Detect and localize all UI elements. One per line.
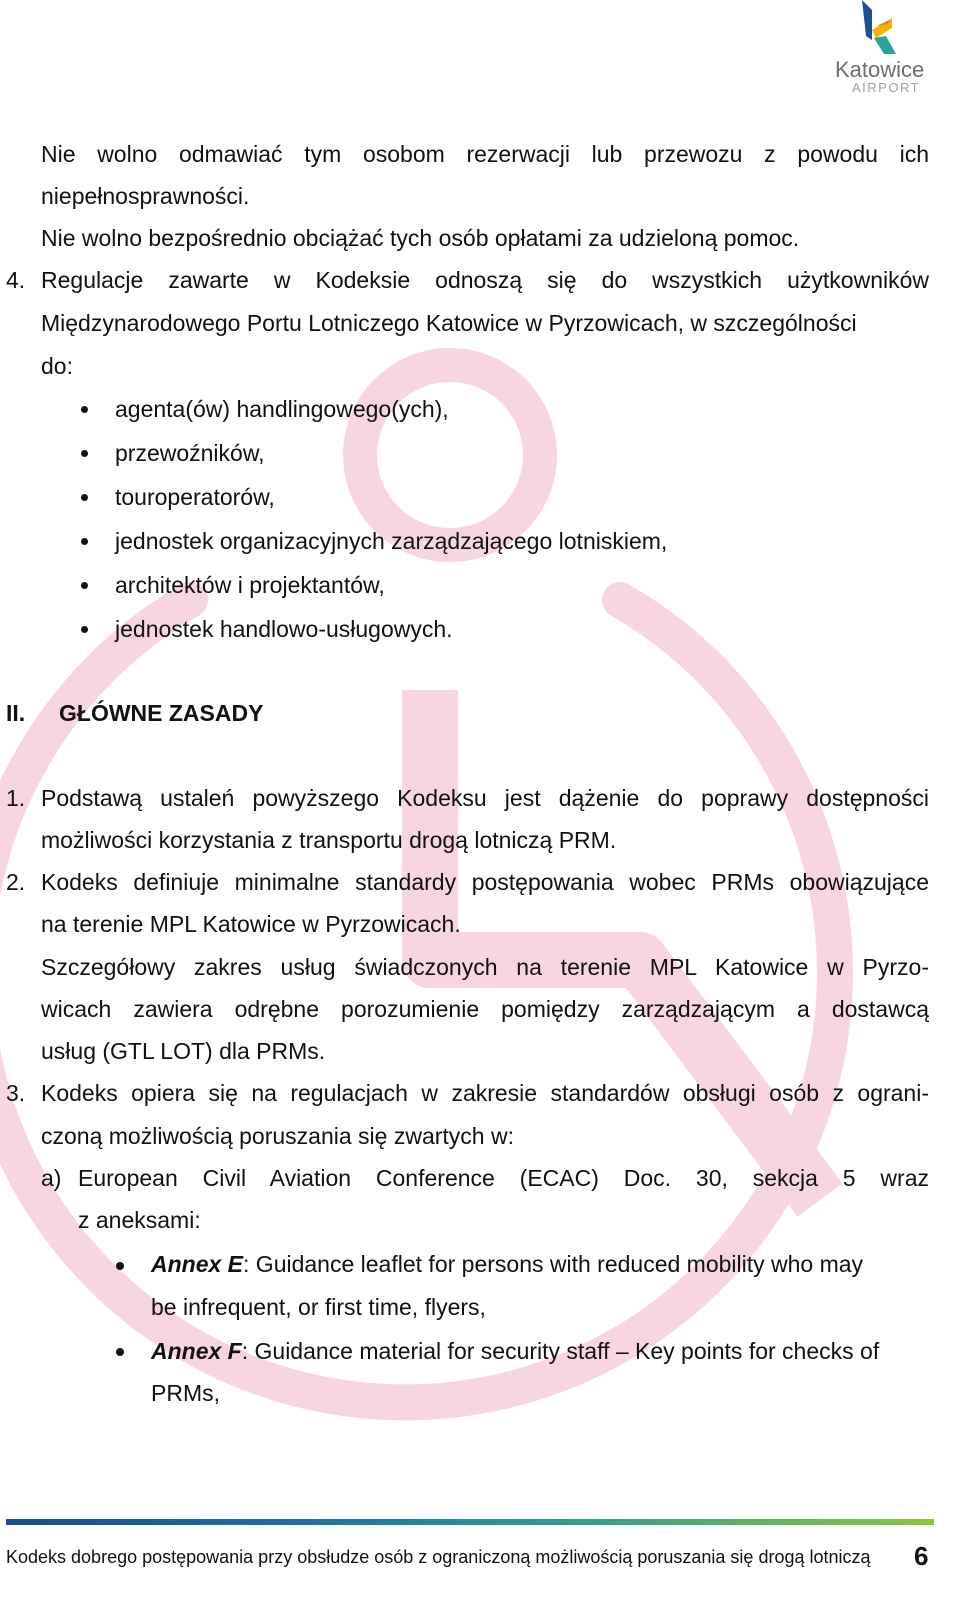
- footer-text: Kodeks dobrego postępowania przy obsłudze osób z ograniczoną możliwością poruszania się drogą lotniczą: [6, 1547, 871, 1567]
- point-3-number: 3.: [6, 1080, 26, 1106]
- list-item: agenta(ów) handlingowego(ych),: [115, 396, 449, 422]
- point-1-line-1: Podstawą ustaleń powyższego Kodeksu jest dążenie do poprawy dostępności: [41, 785, 929, 811]
- annex-e-name: Annex E: [151, 1251, 244, 1277]
- list-item: jednostek handlowo-usługowych.: [115, 616, 453, 642]
- logo-brand-text: Katowice: [835, 57, 925, 82]
- bullet-dot: [81, 494, 88, 501]
- intro-line-1: Nie wolno odmawiać tym osobom rezerwacji lub przewozu z powodu ich: [41, 141, 929, 167]
- bullet-dot: [81, 406, 88, 413]
- bullet-dot: [116, 1262, 124, 1270]
- bullet-dot: [81, 450, 88, 457]
- intro-paragraph-2: Nie wolno bezpośrednio obciążać tych osób opłatami za udzieloną pomoc.: [41, 225, 800, 251]
- item-4-line-3: do:: [41, 353, 73, 379]
- annex-e-line-1: [151, 1249, 863, 1279]
- logo-sub-text: AIRPORT: [852, 80, 921, 95]
- point-2-extra-line-3: usług (GTL LOT) dla PRMs.: [41, 1038, 326, 1064]
- point-1-number: 1.: [6, 785, 26, 811]
- sub-item-a-label: a): [41, 1165, 62, 1191]
- annex-f-name: Annex F: [151, 1338, 242, 1364]
- annex-e-line-2: be infrequent, or first time, flyers,: [151, 1294, 486, 1320]
- footer-rule: [6, 1519, 934, 1525]
- page-number: 6: [914, 1541, 929, 1571]
- item-4-line-2: Międzynarodowego Portu Lotniczego Katowice w Pyrzowicach, w szczególności: [41, 310, 857, 336]
- annex-e-text: : Guidance leaflet for persons with reduced mobility who may: [243, 1251, 864, 1277]
- point-2-number: 2.: [6, 869, 26, 895]
- bullet-dot: [81, 626, 88, 633]
- point-2-line-1: Kodeks definiuje minimalne standardy postępowania wobec PRMs obowiązujące: [41, 869, 929, 895]
- point-2-line-2: na terenie MPL Katowice w Pyrzowicach.: [41, 911, 461, 937]
- point-2-extra-line-2: wicach zawiera odrębne porozumienie pomiędzy zarządzającym a dostawcą: [41, 996, 929, 1022]
- bullet-dot: [81, 582, 88, 589]
- item-4-line-1: Regulacje zawarte w Kodeksie odnoszą się do wszystkich użytkowników: [41, 267, 929, 293]
- list-item: jednostek organizacyjnych zarządzającego lotniskiem,: [115, 528, 668, 554]
- sub-item-a-line-1: European Civil Aviation Conference (ECAC) Doc. 30, sekcja 5 wraz: [78, 1165, 929, 1191]
- list-item: przewoźników,: [115, 440, 265, 466]
- item-4-number: 4.: [6, 267, 26, 293]
- section-heading: GŁÓWNE ZASADY: [59, 700, 264, 726]
- list-item: architektów i projektantów,: [115, 572, 385, 598]
- point-3-line-1: Kodeks opiera się na regulacjach w zakresie standardów obsługi osób z ograni-: [41, 1080, 929, 1106]
- bullet-dot: [116, 1348, 124, 1356]
- list-item: touroperatorów,: [115, 484, 275, 510]
- annex-f-line-2: PRMs,: [151, 1380, 220, 1406]
- intro-line-2: niepełnosprawności.: [41, 183, 250, 209]
- bullet-dot: [81, 538, 88, 545]
- point-2-extra-line-1: Szczegółowy zakres usług świadczonych na terenie MPL Katowice w Pyrzo-: [41, 954, 929, 980]
- annex-f-text: : Guidance material for security staff – Key points for checks of: [241, 1338, 880, 1364]
- point-3-line-2: czoną możliwością poruszania się zwartych w:: [41, 1123, 514, 1149]
- section-numeral: II.: [6, 700, 26, 726]
- point-1-line-2: możliwości korzystania z transportu drogą lotniczą PRM.: [41, 827, 617, 853]
- sub-item-a-line-2: z aneksami:: [78, 1207, 201, 1233]
- annex-f-line-1: [151, 1336, 879, 1366]
